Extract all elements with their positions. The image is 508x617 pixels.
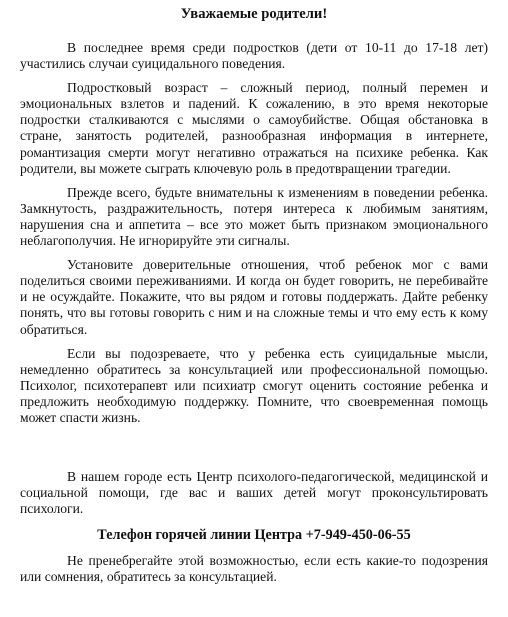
- spacer: [20, 544, 488, 553]
- spacer: [20, 177, 488, 185]
- spacer: [20, 426, 488, 469]
- paragraph-seek-help: Если вы подозреваете, что у ребенка есть суицидальные мысли, немедленно обратитесь за консультацией или профессиональной помощью. Психолог, психотерапевт или психиатр смогут оценить состояние ребенка и предложить необходимую поддержку. Помните, что своевременная помощь может спасти жизнь.: [20, 345, 488, 425]
- hotline-phone: Телефон горячей линии Центра +7-949-450-06-55: [97, 527, 411, 544]
- document-page: [20, 6, 488, 586]
- paragraph-closing: Не пренебрегайте этой возможностью, если есть какие-то подозрения или сомнения, обратитесь за консультацией.: [20, 553, 488, 585]
- paragraph-trust: Установите доверительные отношения, чтоб ребенок мог с вами поделиться своими переживаниями. И когда он будет говорить, не перебивайте и не осуждайте. Покажите, что вы рядом и готовы поддержать. Дайте ребенку понять, что вы готовы говорить с ним и на сложные темы и что ему есть к кому обратиться.: [20, 257, 488, 337]
- spacer: [20, 249, 488, 257]
- spacer: [20, 23, 488, 40]
- paragraph-adolescence: Подростковый возраст – сложный период, полный перемен и эмоциональных взлетов и падений. К сожалению, в это время некоторые подростки сталкиваются с мыслями о самоубийстве. Общая обстановка в стране, занятость родителей, разнообразная информация в интернете, романтизация смерти могут негативно отражаться на психике ребенка. Как родители, вы можете сыграть ключевую роль в предотвращении трагедии.: [20, 80, 488, 176]
- paragraph-intro: В последнее время среди подростков (дети от 10-11 до 17-18 лет) участились случаи суицидального поведения.: [20, 40, 488, 72]
- spacer: [20, 517, 488, 527]
- spacer: [20, 338, 488, 346]
- spacer: [20, 72, 488, 80]
- document-title: Уважаемые родители!: [180, 6, 328, 22]
- paragraph-center: В нашем городе есть Центр психолого-педагогической, медицинской и социальной помощи, где вас и ваших детей могут проконсультировать психологи.: [20, 469, 488, 517]
- paragraph-warning-signs: Прежде всего, будьте внимательны к изменениям в поведении ребенка. Замкнутость, раздражительность, потеря интереса к любимым занятиям, нарушения сна и аппетита – все это может быть признаком эмоционального неблагополучия. Не игнорируйте эти сигналы.: [20, 184, 488, 249]
